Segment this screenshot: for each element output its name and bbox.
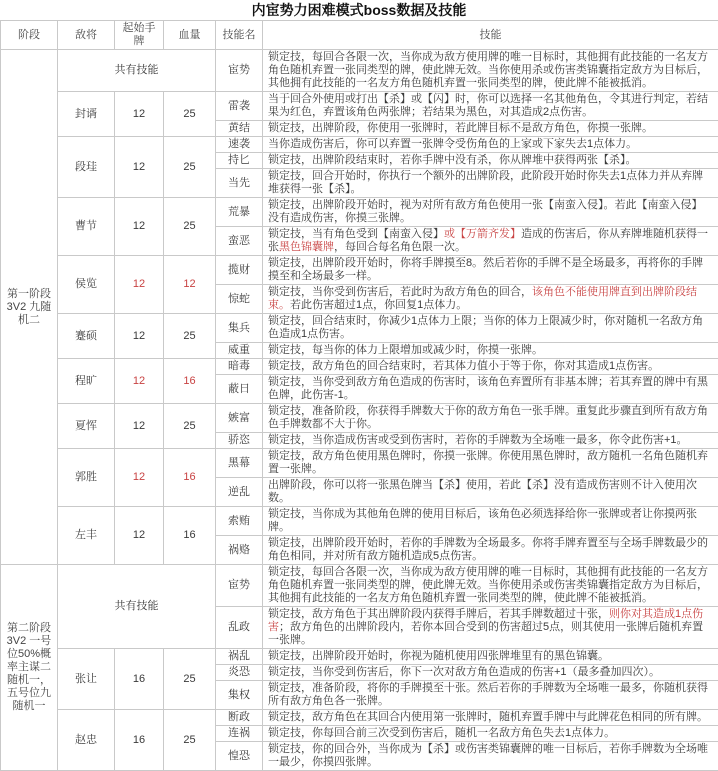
skill-description [263, 285, 718, 314]
enemy-name: 段珪 [58, 137, 115, 198]
enemy-hand-count: 12 [115, 449, 164, 507]
table-row [1, 449, 718, 478]
skill-description: 锁定技，出牌阶段，你使用一张牌时，若此牌目标不是敌方角色，你摸一张牌。 [263, 121, 718, 137]
skill-name: 荒暴 [216, 198, 263, 227]
skill-description-segment: ，每回合每名角色限一次。 [334, 241, 466, 253]
skill-name: 当先 [216, 169, 263, 198]
enemy-hp: 25 [164, 710, 216, 771]
skill-description: 锁定技，当你成为其他角色牌的使用目标后，该角色必须选择给你一张牌或者让你摸两张牌。 [263, 507, 718, 536]
skill-description-segment: 若此伤害超过1点，你回复1点体力。 [290, 299, 467, 311]
enemy-hand-count: 12 [115, 256, 164, 314]
skill-description: 锁定技，出牌阶段开始时，你将手牌摸至8。然后若你的手牌不是全场最多，再将你的手牌摸至和全场最多一样。 [263, 256, 718, 285]
skill-description: 锁定技，当你受到敌方角色造成的伤害时，该角色弃置所有非基本牌；若其弃置的牌中有黑色牌，此伤害-1。 [263, 375, 718, 404]
enemy-hp: 12 [164, 256, 216, 314]
skill-description: 锁定技，每回合各限一次，当你成为敌方使用牌的唯一目标时，其他拥有此技能的一名友方角色随机弃置一张同类型的牌，使此牌无效。当你使用杀或伤害类锦囊指定敌方为目标后，其他拥有此技能的一名友方角色随机弃置一张同类型的牌，使此牌不能被抵消。 [263, 565, 718, 607]
skill-description: 锁定技，出牌阶段结束时，若你手牌中没有杀，你从牌堆中获得两张【杀】。 [263, 153, 718, 169]
enemy-hp: 25 [164, 649, 216, 710]
enemy-name: 侯览 [58, 256, 115, 314]
skill-description: 锁定技，回合结束时，你减少1点体力上限；当你的体力上限减少时，你对随机一名敌方角色造成1点伤害。 [263, 314, 718, 343]
skill-description: 锁定技，敌方角色的回合结束时，若其体力值小于等于你，你对其造成1点伤害。 [263, 359, 718, 375]
enemy-hand-count: 16 [115, 710, 164, 771]
skill-description: 锁定技，出牌阶段开始时，你视为随机使用四张牌堆里有的黑色锦囊。 [263, 649, 718, 665]
skill-name: 连祸 [216, 726, 263, 742]
page-title: 内宦势力困难模式boss数据及技能 [0, 0, 718, 20]
skill-description: 锁定技，出牌阶段开始时，若你的手牌数为全场最多。你将手牌弃置至与全场手牌数最少的角色相同，并对所有敌方随机造成5点伤害。 [263, 536, 718, 565]
skill-description: 锁定技，每当你的体力上限增加或减少时，你摸一张牌。 [263, 343, 718, 359]
enemy-hp: 16 [164, 359, 216, 404]
table-row [1, 565, 718, 607]
enemy-name: 张让 [58, 649, 115, 710]
stage1-label: 第一阶段 3V2 九随机二 [1, 50, 58, 565]
skill-description: 当于回合外使用或打出【杀】或【闪】时，你可以选择一名其他角色，令其进行判定，若结果为红色，弃置该角色两张牌；若结果为黑色，对其造成2点伤害。 [263, 92, 718, 121]
skill-name: 集兵 [216, 314, 263, 343]
skill-description: 锁定技，敌方角色使用黑色牌时，你摸一张牌。你使用黑色牌时，敌方随机一名角色随机弃置一张牌。 [263, 449, 718, 478]
enemy-hand-count: 12 [115, 92, 164, 137]
skill-name: 持匕 [216, 153, 263, 169]
skill-name: 宦势 [216, 565, 263, 607]
enemy-name: 夏恽 [58, 404, 115, 449]
enemy-name: 程旷 [58, 359, 115, 404]
skill-description: 锁定技，准备阶段，你获得手牌数大于你的敌方角色一张手牌。重复此步骤直到所有敌方角色手牌数都不大于你。 [263, 404, 718, 433]
skill-description [263, 607, 718, 649]
col-header-skill-name: 技能名 [216, 21, 263, 50]
enemy-name: 郭胜 [58, 449, 115, 507]
skill-description: 当你造成伤害后，你可以弃置一张牌令受伤角色的上家或下家失去1点体力。 [263, 137, 718, 153]
header-row [1, 21, 718, 50]
skill-name: 黄结 [216, 121, 263, 137]
skill-name: 乱政 [216, 607, 263, 649]
col-header-stage: 阶段 [1, 21, 58, 50]
enemy-hp: 16 [164, 507, 216, 565]
skill-name: 断政 [216, 710, 263, 726]
skill-description: 锁定技，每回合各限一次，当你成为敌方使用牌的唯一目标时，其他拥有此技能的一名友方角色随机弃置一张同类型的牌，使此牌无效。当你使用杀或伤害类锦囊指定敌方为目标后，其他拥有此技能的一名友方角色随机弃置一张同类型的牌，使此牌不能被抵消。 [263, 50, 718, 92]
skill-description: 锁定技，敌方角色在其回合内使用第一张牌时，随机弃置手牌中与此牌花色相同的所有牌。 [263, 710, 718, 726]
skill-description: 锁定技，你每回合前三次受到伤害后，随机一名敌方角色失去1点体力。 [263, 726, 718, 742]
skill-description-highlight: 黑色锦囊牌 [279, 241, 334, 253]
skill-description: 锁定技，回合开始时，你执行一个额外的出牌阶段，此阶段开始时你失去1点体力并从弃牌堆获得一张【杀】。 [263, 169, 718, 198]
skill-name: 祸赂 [216, 536, 263, 565]
skill-name: 集权 [216, 681, 263, 710]
skill-name: 揽财 [216, 256, 263, 285]
skill-name: 祸乱 [216, 649, 263, 665]
table-row [1, 92, 718, 121]
table-row [1, 649, 718, 665]
enemy-name: 封谞 [58, 92, 115, 137]
skill-name: 逆乱 [216, 478, 263, 507]
table-row [1, 710, 718, 726]
enemy-hp: 25 [164, 92, 216, 137]
skill-name: 蛮恶 [216, 227, 263, 256]
stage2-shared-skills-label: 共有技能 [58, 565, 216, 649]
skill-name: 暗毒 [216, 359, 263, 375]
skill-name: 惊蛇 [216, 285, 263, 314]
skill-name: 炎恐 [216, 665, 263, 681]
skill-description: 锁定技，你的回合外，当你成为【杀】或伤害类锦囊牌的唯一目标后，若你手牌数为全场唯一最少，你摸四张牌。 [263, 742, 718, 771]
enemy-hp: 25 [164, 198, 216, 256]
skill-name: 惶恐 [216, 742, 263, 771]
skill-description-segment: 锁定技，当你受到伤害后，若此时为敌方角色的回合， [268, 286, 532, 298]
skill-description-segment: 造成的伤害后，你从弃牌堆随机获得一张 [268, 228, 708, 253]
skill-description-segment: 锁定技，当有角色受到【南蛮入侵】 [268, 228, 444, 240]
stage1-shared-skills-label: 共有技能 [58, 50, 216, 92]
enemy-name: 曹节 [58, 198, 115, 256]
col-header-hp: 血量 [164, 21, 216, 50]
col-header-skill: 技能 [263, 21, 718, 50]
skill-description-segment: 锁定技，敌方角色于其出牌阶段内获得手牌后，若其手牌数超过十张， [268, 608, 609, 620]
enemy-hp: 25 [164, 137, 216, 198]
skill-description-segment: ；敌方角色的出牌阶段内，若你本回合受到的伤害超过5点，则其使用一张牌后随机弃置一张牌。 [268, 621, 703, 646]
skill-description-highlight: 该角色不能使用牌直到出牌阶段结束。 [268, 286, 697, 311]
skill-name: 速袭 [216, 137, 263, 153]
skill-description: 锁定技，当你受到伤害后，你下一次对敌方角色造成的伤害+1（最多叠加四次）。 [263, 665, 718, 681]
table-row [1, 198, 718, 227]
skill-description: 锁定技，当你造成伤害或受到伤害时，若你的手牌数为全场唯一最多，你令此伤害+1。 [263, 433, 718, 449]
boss-data-table [0, 20, 718, 771]
enemy-name: 赵忠 [58, 710, 115, 771]
enemy-hand-count: 12 [115, 314, 164, 359]
skill-name: 宦势 [216, 50, 263, 92]
skill-name: 蔽日 [216, 375, 263, 404]
enemy-hp: 25 [164, 314, 216, 359]
enemy-name: 左丰 [58, 507, 115, 565]
skill-description: 出牌阶段，你可以将一张黑色牌当【杀】使用，若此【杀】没有造成伤害则不计入使用次数。 [263, 478, 718, 507]
enemy-hand-count: 12 [115, 198, 164, 256]
skill-description: 锁定技，准备阶段，将你的手牌摸至十张。然后若你的手牌数为全场唯一最多，你随机获得所有敌方角色各一张牌。 [263, 681, 718, 710]
stage2-label: 第二阶段 3V2 一号位50%概率主谋二随机一，五号位九随机一 [1, 565, 58, 771]
enemy-hand-count: 12 [115, 359, 164, 404]
enemy-hp: 25 [164, 404, 216, 449]
enemy-hp: 16 [164, 449, 216, 507]
table-row [1, 314, 718, 343]
col-header-enemy: 敌将 [58, 21, 115, 50]
skill-description-highlight: 则你对其造成1点伤害 [268, 608, 703, 633]
col-header-hand: 起始手牌 [115, 21, 164, 50]
enemy-name: 蹇硕 [58, 314, 115, 359]
skill-name: 索贿 [216, 507, 263, 536]
table-row [1, 256, 718, 285]
skill-name: 威重 [216, 343, 263, 359]
table-row [1, 137, 718, 153]
table-row [1, 50, 718, 92]
skill-name: 雷袭 [216, 92, 263, 121]
table-row [1, 404, 718, 433]
skill-name: 黑幕 [216, 449, 263, 478]
enemy-hand-count: 16 [115, 649, 164, 710]
skill-description: 锁定技，出牌阶段开始时，视为对所有敌方角色使用一张【南蛮入侵】。若此【南蛮入侵】没有造成伤害，你摸三张牌。 [263, 198, 718, 227]
enemy-hand-count: 12 [115, 507, 164, 565]
skill-description [263, 227, 718, 256]
enemy-hand-count: 12 [115, 404, 164, 449]
table-row [1, 507, 718, 536]
skill-name: 嫉富 [216, 404, 263, 433]
table-row [1, 359, 718, 375]
enemy-hand-count: 12 [115, 137, 164, 198]
skill-description-highlight: 或【万箭齐发】 [444, 228, 521, 240]
skill-name: 骄恣 [216, 433, 263, 449]
